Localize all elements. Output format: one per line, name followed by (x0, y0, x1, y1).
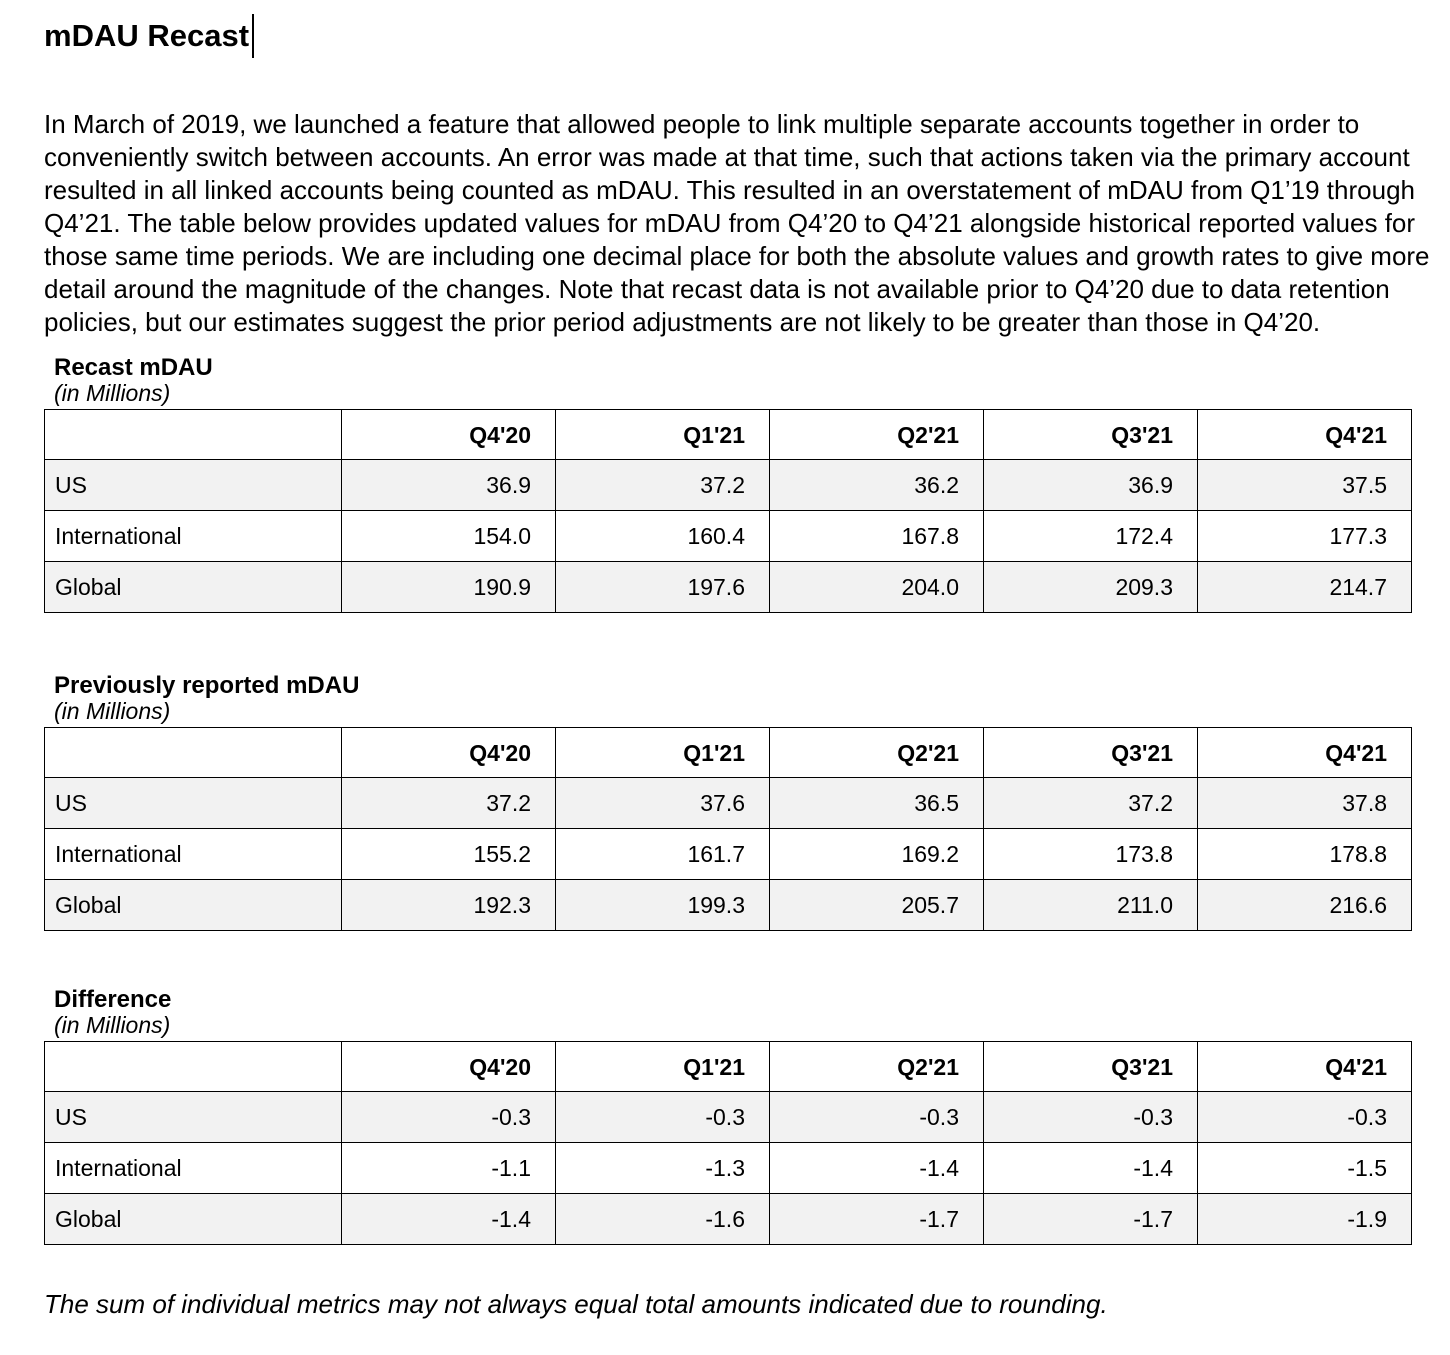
table-row (45, 1092, 1412, 1143)
table-row (45, 460, 1412, 511)
table-header-row (45, 728, 1412, 778)
cell-value: -1.5 (1198, 1143, 1412, 1194)
document-title (44, 14, 1440, 58)
cell-value: 190.9 (342, 562, 556, 613)
cell-value: -1.9 (1198, 1194, 1412, 1245)
cell-value: 36.5 (770, 778, 984, 829)
column-header: Q2'21 (770, 728, 984, 778)
cell-value: 177.3 (1198, 511, 1412, 562)
cell-value: -1.7 (770, 1194, 984, 1245)
table-row (45, 511, 1412, 562)
column-header: Q4'20 (342, 410, 556, 460)
row-label: US (45, 1092, 342, 1143)
cell-value: 197.6 (556, 562, 770, 613)
cell-value: 216.6 (1198, 880, 1412, 931)
corner-cell (45, 410, 342, 460)
cell-value: -1.6 (556, 1194, 770, 1245)
cell-value: 214.7 (1198, 562, 1412, 613)
table-row (45, 829, 1412, 880)
table-subtitle-recast: (in Millions) (54, 380, 171, 406)
cell-value: 205.7 (770, 880, 984, 931)
column-header: Q1'21 (556, 728, 770, 778)
cell-value: 209.3 (984, 562, 1198, 613)
cell-value: -0.3 (1198, 1092, 1412, 1143)
table-subtitle-previously-reported: (in Millions) (54, 698, 171, 724)
cell-value: -1.7 (984, 1194, 1198, 1245)
cell-value: 155.2 (342, 829, 556, 880)
cell-value: -0.3 (984, 1092, 1198, 1143)
row-label: International (45, 511, 342, 562)
column-header: Q3'21 (984, 728, 1198, 778)
cell-value: 172.4 (984, 511, 1198, 562)
column-header: Q2'21 (770, 410, 984, 460)
cell-value: 178.8 (1198, 829, 1412, 880)
column-header: Q3'21 (984, 1042, 1198, 1092)
cell-value: 37.2 (556, 460, 770, 511)
cell-value: 204.0 (770, 562, 984, 613)
table-row (45, 1194, 1412, 1245)
table-row (45, 1143, 1412, 1194)
table-header-row (45, 1042, 1412, 1092)
cell-value: -1.4 (770, 1143, 984, 1194)
corner-cell (45, 1042, 342, 1092)
cell-value: 37.2 (984, 778, 1198, 829)
section-recast-mdau (44, 355, 1440, 613)
cell-value: 160.4 (556, 511, 770, 562)
cell-value: 36.9 (342, 460, 556, 511)
cell-value: 161.7 (556, 829, 770, 880)
row-label: US (45, 778, 342, 829)
cell-value: 169.2 (770, 829, 984, 880)
row-label: International (45, 1143, 342, 1194)
row-label: Global (45, 1194, 342, 1245)
cell-value: 167.8 (770, 511, 984, 562)
table-header-row (45, 410, 1412, 460)
cell-value: 173.8 (984, 829, 1198, 880)
cell-value: -0.3 (556, 1092, 770, 1143)
section-previously-reported-mdau (44, 673, 1440, 931)
cell-value: 37.6 (556, 778, 770, 829)
table-subtitle-difference: (in Millions) (54, 1012, 171, 1038)
table-row (45, 778, 1412, 829)
column-header: Q1'21 (556, 1042, 770, 1092)
corner-cell (45, 728, 342, 778)
cell-value: -1.3 (556, 1143, 770, 1194)
cell-value: 154.0 (342, 511, 556, 562)
cell-value: 36.9 (984, 460, 1198, 511)
cell-value: -1.1 (342, 1143, 556, 1194)
previously-reported-mdau-table (44, 727, 1412, 931)
cell-value: 37.2 (342, 778, 556, 829)
cell-value: 192.3 (342, 880, 556, 931)
table-title-recast: Recast mDAU (54, 354, 213, 381)
rounding-footnote: The sum of individual metrics may not always equal total amounts indicated due to rounding. (44, 1289, 1108, 1319)
cell-value: 37.8 (1198, 778, 1412, 829)
cell-value: -1.4 (984, 1143, 1198, 1194)
column-header: Q4'21 (1198, 728, 1412, 778)
table-title-previously-reported: Previously reported mDAU (54, 672, 360, 699)
cell-value: -0.3 (342, 1092, 556, 1143)
cell-value: 37.5 (1198, 460, 1412, 511)
cell-value: -0.3 (770, 1092, 984, 1143)
document-title-text: mDAU Recast (44, 18, 250, 53)
text-cursor-caret (252, 14, 254, 58)
table-row (45, 562, 1412, 613)
intro-paragraph: In March of 2019, we launched a feature that allowed people to link multiple separate accounts together in order to conveniently switch between accounts. An error was made at that time, such that actions taken via the primary account resulted in all linked accounts being counted as mDAU. This resulted in an overstatement of mDAU from Q1’19 through Q4’21. The table below provides updated values for mDAU from Q4’20 to Q4’21 alongside historical reported values for those same time periods. We are including one decimal place for both the absolute values and growth rates to give more detail around the magnitude of the changes. Note that recast data is not available prior to Q4’20 due to data retention policies, but our estimates suggest the prior period adjustments are not likely to be greater than those in Q4’20. (44, 109, 1430, 337)
cell-value: 36.2 (770, 460, 984, 511)
difference-table (44, 1041, 1412, 1245)
column-header: Q4'21 (1198, 1042, 1412, 1092)
row-label: US (45, 460, 342, 511)
column-header: Q1'21 (556, 410, 770, 460)
column-header: Q3'21 (984, 410, 1198, 460)
cell-value: 211.0 (984, 880, 1198, 931)
row-label: Global (45, 562, 342, 613)
cell-value: -1.4 (342, 1194, 556, 1245)
column-header: Q4'21 (1198, 410, 1412, 460)
table-row (45, 880, 1412, 931)
row-label: Global (45, 880, 342, 931)
section-difference (44, 987, 1440, 1245)
row-label: International (45, 829, 342, 880)
table-title-difference: Difference (54, 986, 172, 1013)
cell-value: 199.3 (556, 880, 770, 931)
recast-mdau-table (44, 409, 1412, 613)
column-header: Q2'21 (770, 1042, 984, 1092)
column-header: Q4'20 (342, 728, 556, 778)
column-header: Q4'20 (342, 1042, 556, 1092)
